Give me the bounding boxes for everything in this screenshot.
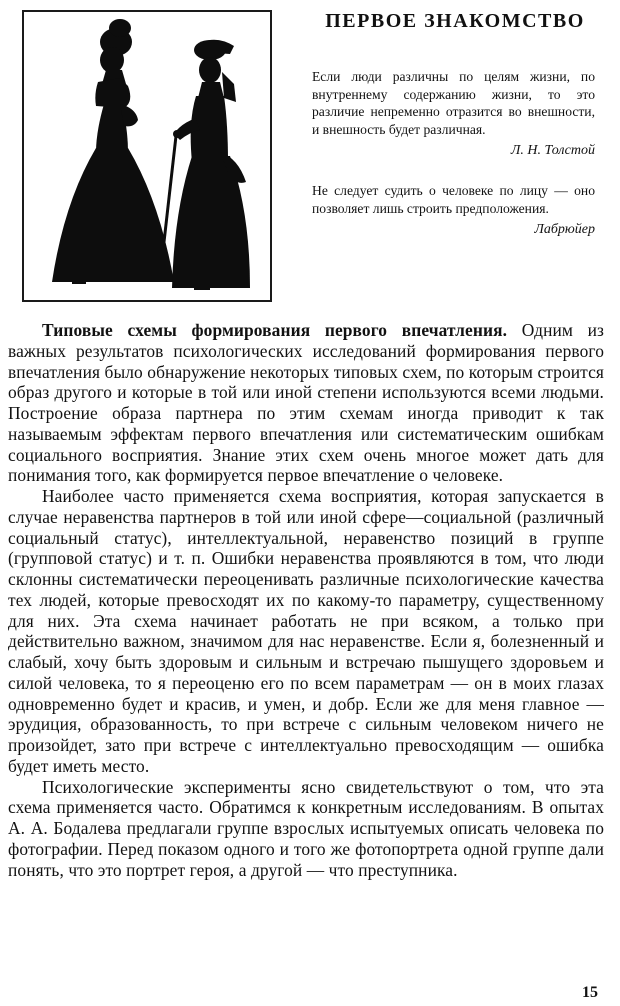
epigraph-text: Если люди различны по целям жизни, по внутреннему содержанию жизни, то это различие непременно отразится во внешности, и внешность будет различная. [312, 69, 595, 137]
section-heading: Типовые схемы формирования первого впечатления. [42, 320, 508, 340]
body-text [8, 320, 604, 880]
epigraph-text: Не следует судить о человеке по лицу — оно позволяет лишь строить предположения. [312, 183, 595, 216]
paragraph [8, 320, 604, 486]
paragraph: Наиболее часто применяется схема восприятия, которая запускается в случае неравенства партнеров в той или иной сфере—социальной (различный социальный статус), интеллектуальной, неравенство позиций в группе (групповой статус) и т. п. Ошибки неравенства проявляются в том, что люди склонны систематически переоценивать различные психологические качества тех людей, которые превосходят их по какому-то параметру, существенному для них. Эта схема начинает работать не при всяком, а только при действительно важном, значимом для нас неравенстве. Если я, болезненный и слабый, хочу быть здоровым и сильным и встречаю пышущего здоровьем и силой человека, то я переоценю его по всем параметрам — он в моих глазах одновременно будет и красив, и умен, и добр. Если же для меня главное — эрудиция, образованность, то при встрече с сильным человеком ничего не произойдет, зато при встрече с интеллектуально превосходящим — ошибка будет иметь место. [8, 486, 604, 776]
two-women-silhouettes-icon [24, 12, 270, 300]
epigraph-author: Лабрюйер [534, 222, 595, 238]
epigraph-author: Л. Н. Толстой [510, 143, 595, 159]
chapter-title: ПЕРВОЕ ЗНАКОМСТВО [325, 10, 585, 32]
silhouette-illustration [22, 10, 272, 302]
paragraph: Психологические эксперименты ясно свидетельствуют о том, что эта схема применяется часто. Обратимся к конкретным исследованиям. В опытах А. А. Бодалева предлагали группе взрослых испытуемых описать человека по фотографии. Перед показом одного и того же фотопортрета одной группе дали понять, что это портрет героя, а другой — что преступника. [8, 776, 604, 880]
epigraph [312, 182, 595, 239]
epigraph [312, 68, 595, 160]
page-number: 15 [582, 984, 598, 1001]
paragraph-text: Одним из важных результатов психологических исследований формирования первого впечатления было обнаружение некоторых типовых схем, по которым строится образ другого и которые в той или иной степени используются всеми людьми. Построение образа партнера по этим схемам иногда приводит к так называемым эффектам первого впечатления или систематическим ошибкам социального восприятия. Знание этих схем очень многое может дать для понимания того, как формируется первое впечатление о человеке. [8, 320, 604, 486]
